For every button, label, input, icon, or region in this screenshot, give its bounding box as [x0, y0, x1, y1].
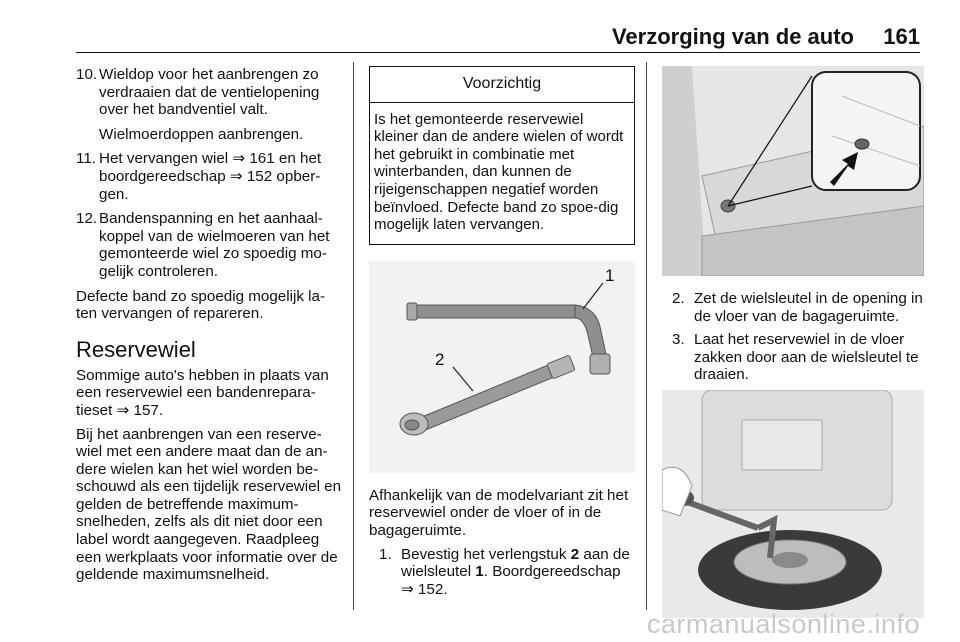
- column-divider-2: [646, 62, 647, 610]
- callout-2: 2: [435, 349, 445, 369]
- bold-ref: 2: [570, 545, 580, 563]
- list-number: 10.: [76, 66, 98, 83]
- header-rule: [76, 52, 920, 53]
- callout-1: 1: [605, 265, 615, 285]
- reference-arrow-icon: ⇒: [232, 150, 246, 168]
- text-fragment: Sommige auto's hebben in plaats van een reservewiel een bandenrepara-tieset: [76, 366, 329, 419]
- cargo-floor-opening-illustration: [662, 66, 924, 276]
- text-fragment: .: [158, 401, 164, 419]
- step-number: 3.: [672, 331, 685, 349]
- text-fragment: . Boordgereedschap: [483, 563, 621, 581]
- text-fragment: opber-gen.: [99, 167, 321, 203]
- step-text: [401, 546, 635, 599]
- step-number: 1.: [379, 545, 392, 563]
- text-fragment: .: [443, 580, 448, 598]
- column-left: [76, 66, 344, 590]
- page-ref-link[interactable]: 157: [133, 401, 159, 419]
- list-item-12: [76, 210, 344, 280]
- spare-wheel-drawing: [662, 390, 924, 618]
- step-number: 2.: [672, 290, 685, 307]
- paragraph: Afhankelijk van de modelvariant zit het reservewiel onder de vloer of in de bagageruimte.: [369, 486, 629, 539]
- step-text: Laat het reservewiel in de vloer zakken door aan de wielsleutel te draaien.: [694, 331, 919, 384]
- list-item-11: [76, 150, 344, 203]
- reference-arrow-icon: ⇒: [401, 580, 414, 598]
- text-fragment: Bevestig het verlengstuk: [401, 545, 571, 563]
- reference-arrow-icon: ⇒: [229, 167, 243, 185]
- step-3: [662, 331, 924, 384]
- list-text: Wieldop voor het aanbrengen zo verdraaien dat de ventielopening over het bandventiel valt.: [99, 66, 320, 119]
- lowering-spare-wheel-illustration: [662, 390, 924, 618]
- step-1: [369, 546, 635, 599]
- text-fragment: en het boordgereedschap: [99, 150, 322, 185]
- watermark-text: carmanualsonline.info: [646, 609, 920, 639]
- warning-body: Is het gemonteerde reservewiel kleiner dan de andere wielen of wordt het gebruikt in combinatie met winterbanden, dan kunnen de rijeigenschappen negatief worden beïnvloed. Defecte band zo spoe-dig mogelijk laten vervangen.: [374, 110, 624, 234]
- column-middle: [369, 66, 635, 604]
- list-text: [99, 150, 344, 203]
- wheel-wrench-illustration: [369, 261, 635, 473]
- paragraph: Defecte band zo spoedig mogelijk la-ten vervangen of repareren.: [76, 287, 326, 323]
- column-divider-1: [353, 62, 354, 610]
- list-text: Bandenspanning en het aanhaal-koppel van de wielmoeren van het gemonteerde wiel zo spoedig mo-gelijk controleren.: [99, 210, 330, 280]
- page-ref-link[interactable]: 152: [417, 580, 444, 598]
- paragraph: Bij het aanbrengen van een reserve-wiel met een andere maat dan de an-dere wielen kan het wiel worden be-schouwd als een tijdelijk reservewiel en gelden de betreffende maximum-snelheden, zelfs als dit niet door een label wordt aangegeven. Raadpleeg een werkplaats voor informatie over de geldende maximumsnelheid.: [76, 425, 342, 584]
- step-2: [662, 290, 924, 325]
- warning-title: Voorzichtig: [370, 67, 634, 103]
- list-number: 12.: [76, 210, 98, 228]
- list-item-10: [76, 66, 344, 119]
- running-header-title: Verzorging van de auto: [611, 24, 854, 49]
- column-right: [662, 66, 924, 618]
- list-subtext: Wielmoerdoppen aanbrengen.: [99, 125, 304, 143]
- cargo-floor-drawing: [662, 66, 924, 276]
- list-number: 11.: [76, 150, 96, 168]
- text-fragment: Het vervangen wiel: [99, 150, 233, 168]
- page-number: 161: [883, 24, 920, 49]
- text-fragment: aan de wielsleutel: [401, 545, 630, 581]
- section-heading: Reservewiel: [76, 336, 196, 362]
- paragraph: [76, 367, 344, 420]
- bold-ref: 1: [475, 563, 484, 581]
- page-ref-link[interactable]: 152: [246, 167, 273, 185]
- warning-box: [369, 66, 635, 245]
- reference-arrow-icon: ⇒: [116, 401, 130, 419]
- step-text: Zet de wielsleutel in de opening in de vloer van de bagageruimte.: [694, 290, 923, 325]
- wrench-extension-drawing: [369, 261, 635, 473]
- page-ref-link[interactable]: 161: [249, 150, 275, 168]
